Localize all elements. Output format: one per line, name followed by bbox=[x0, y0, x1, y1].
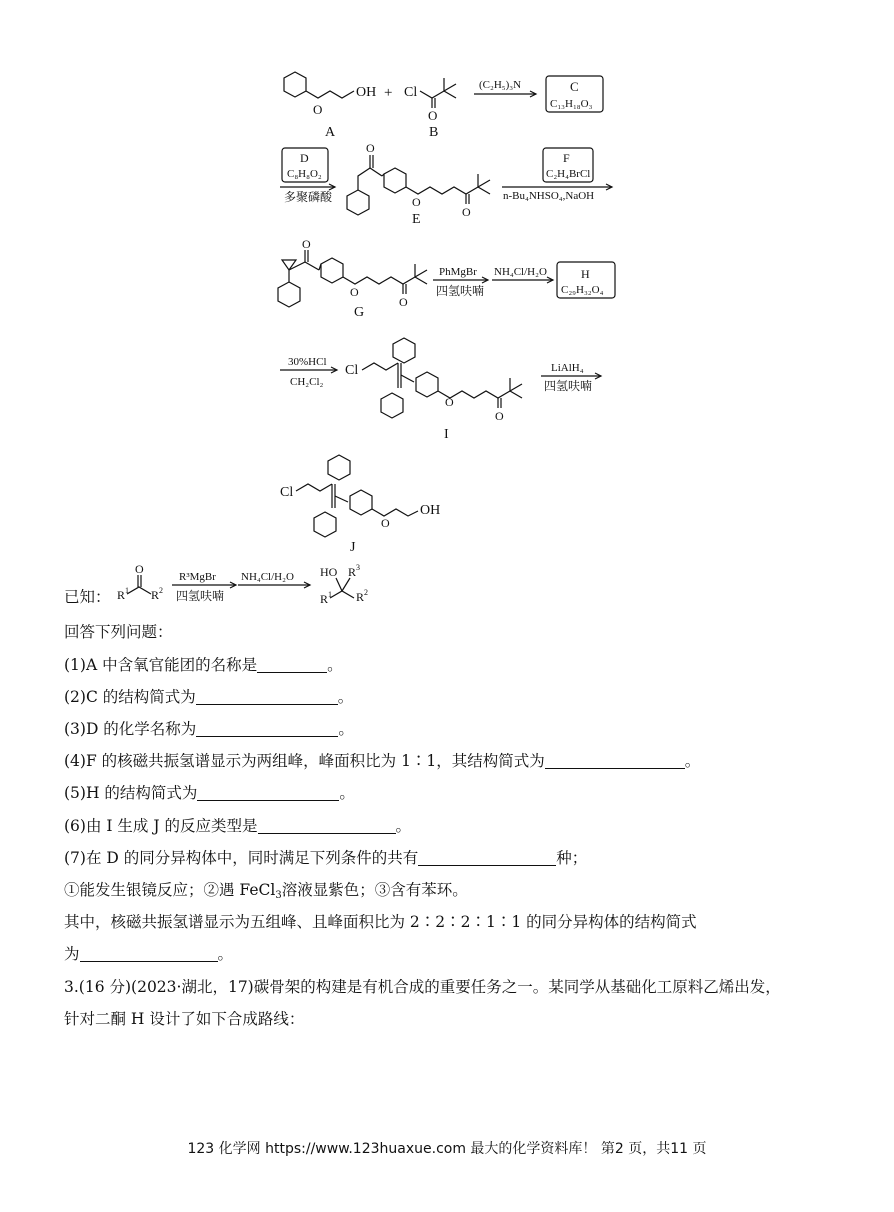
period: 。 bbox=[337, 688, 354, 706]
svg-text:OH: OH bbox=[420, 503, 441, 518]
svg-text:H: H bbox=[581, 267, 590, 281]
question-7-unit: 种； bbox=[556, 849, 588, 867]
svg-text:Cl: Cl bbox=[280, 485, 294, 500]
question-3-text: (3)D 的化学名称为 bbox=[64, 720, 197, 738]
svg-text:J: J bbox=[350, 540, 356, 555]
svg-text:D: D bbox=[300, 151, 309, 165]
question-7-answer bbox=[64, 944, 233, 964]
page-footer: 123 化学网 https://www.123huaxue.com 最大的化学资料库！ 第2 页，共11 页 bbox=[187, 1141, 707, 1157]
period: 。 bbox=[327, 656, 343, 674]
svg-text:C₂H₄BrCl: C₂H₄BrCl bbox=[546, 168, 591, 180]
svg-text:A: A bbox=[325, 125, 336, 140]
question-7-conditions bbox=[64, 880, 468, 906]
svg-text:(C₂H₅)₃N: (C₂H₅)₃N bbox=[479, 79, 522, 91]
svg-text:n-Bu₄NHSO₄,NaOH: n-Bu₄NHSO₄,NaOH bbox=[503, 190, 595, 202]
answer-blank-4[interactable] bbox=[545, 752, 685, 769]
svg-text:R: R bbox=[320, 592, 329, 606]
svg-text:四氢呋喃: 四氢呋喃 bbox=[436, 284, 485, 298]
svg-text:R: R bbox=[151, 588, 160, 602]
period: 。 bbox=[338, 720, 354, 738]
svg-text:O: O bbox=[350, 285, 359, 299]
period: 。 bbox=[217, 945, 234, 963]
svg-text:R³MgBr: R³MgBr bbox=[179, 571, 216, 583]
question-7-text: (7)在 D 的同分异构体中，同时满足下列条件的共有 bbox=[64, 849, 419, 867]
svg-text:R: R bbox=[117, 588, 126, 602]
svg-text:已知：: 已知： bbox=[64, 589, 111, 606]
svg-text:2: 2 bbox=[364, 588, 368, 597]
svg-text:R: R bbox=[356, 590, 365, 604]
svg-text:NH₄Cl/H₂O: NH₄Cl/H₂O bbox=[241, 571, 294, 583]
subscript: 3 bbox=[275, 890, 282, 901]
period: 。 bbox=[339, 784, 355, 802]
svg-text:C₈H₈O₂: C₈H₈O₂ bbox=[287, 168, 322, 180]
svg-text:O: O bbox=[313, 102, 323, 117]
conditions-part-2: 溶液显紫色；③含有苯环。 bbox=[281, 881, 468, 899]
svg-text:R: R bbox=[348, 565, 357, 579]
question-2-text: (2)C 的结构简式为 bbox=[64, 688, 196, 706]
svg-text:O: O bbox=[381, 516, 390, 530]
svg-text:O: O bbox=[366, 141, 375, 155]
svg-text:O: O bbox=[135, 562, 144, 576]
svg-text:O: O bbox=[462, 205, 471, 219]
question-6 bbox=[64, 816, 411, 836]
svg-text:OH: OH bbox=[356, 85, 377, 100]
svg-text:PhMgBr: PhMgBr bbox=[439, 266, 477, 278]
question-7 bbox=[64, 848, 587, 868]
svg-text:C: C bbox=[570, 79, 579, 94]
svg-text:Cl: Cl bbox=[345, 363, 359, 378]
answer-blank-7[interactable] bbox=[418, 849, 556, 866]
svg-text:30%HCl: 30%HCl bbox=[288, 356, 327, 368]
svg-text:3: 3 bbox=[356, 563, 360, 572]
svg-text:HO: HO bbox=[320, 565, 338, 579]
conditions-part-1: ①能发生银镜反应；②遇 FeCl bbox=[64, 881, 276, 899]
svg-text:1: 1 bbox=[125, 586, 129, 595]
question-7-detail: 其中，核磁共振氢谱显示为五组峰、且峰面积比为 2∶2∶2∶1∶1 的同分异构体的结构简式 bbox=[64, 913, 697, 931]
question-2 bbox=[64, 687, 353, 707]
svg-text:四氢呋喃: 四氢呋喃 bbox=[544, 379, 593, 393]
answer-blank-1[interactable] bbox=[257, 656, 327, 673]
question-7-answer-prefix: 为 bbox=[64, 945, 80, 963]
questions-intro: 回答下列问题： bbox=[64, 623, 173, 641]
svg-text:O: O bbox=[302, 237, 311, 251]
svg-text:四氢呋喃: 四氢呋喃 bbox=[176, 589, 225, 603]
question-1-text: (1)A 中含氧官能团的名称是 bbox=[64, 656, 258, 674]
svg-text:NH₄Cl/H₂O: NH₄Cl/H₂O bbox=[494, 266, 547, 278]
svg-text:O: O bbox=[428, 108, 438, 123]
question-1 bbox=[64, 655, 343, 675]
svg-text:Cl: Cl bbox=[404, 85, 418, 100]
problem-3-line-1: 3.(16 分)(2023·湖北，17)碳骨架的构建是有机合成的重要任务之一。某同学从基础化工原料乙烯出发， bbox=[64, 978, 781, 996]
answer-blank-5[interactable] bbox=[197, 784, 339, 801]
svg-text:2: 2 bbox=[159, 586, 163, 595]
svg-text:F: F bbox=[563, 151, 570, 165]
svg-text:E: E bbox=[412, 212, 421, 227]
svg-text:LiAlH₄: LiAlH₄ bbox=[551, 362, 584, 374]
answer-blank-8[interactable] bbox=[80, 945, 218, 962]
question-5-text: (5)H 的结构简式为 bbox=[64, 784, 198, 802]
answer-blank-2[interactable] bbox=[196, 688, 338, 705]
svg-text:O: O bbox=[399, 295, 408, 309]
svg-text:O: O bbox=[495, 409, 504, 423]
period: 。 bbox=[395, 817, 412, 835]
answer-blank-6[interactable] bbox=[258, 817, 396, 834]
question-3 bbox=[64, 719, 354, 739]
svg-text:O: O bbox=[445, 395, 454, 409]
svg-text:C₁₃H₁₈O₃: C₁₃H₁₈O₃ bbox=[550, 98, 593, 110]
svg-text:多聚磷酸: 多聚磷酸 bbox=[284, 190, 333, 204]
svg-text:G: G bbox=[354, 305, 365, 320]
svg-text:I: I bbox=[444, 427, 449, 442]
period: 。 bbox=[684, 752, 701, 770]
question-6-text: (6)由 I 生成 J 的反应类型是 bbox=[64, 817, 258, 835]
question-5 bbox=[64, 783, 355, 803]
question-4 bbox=[64, 751, 700, 771]
svg-text:CH₂Cl₂: CH₂Cl₂ bbox=[290, 376, 324, 388]
svg-text:O: O bbox=[412, 195, 421, 209]
svg-text:+: + bbox=[384, 85, 393, 101]
svg-text:C₂₉H₃₂O₄: C₂₉H₃₂O₄ bbox=[561, 284, 604, 296]
answer-blank-3[interactable] bbox=[196, 720, 338, 737]
svg-text:1: 1 bbox=[328, 590, 332, 599]
svg-text:B: B bbox=[429, 125, 439, 140]
question-4-text: (4)F 的核磁共振氢谱显示为两组峰，峰面积比为 1∶1，其结构简式为 bbox=[64, 752, 545, 770]
problem-3-line-2: 针对二酮 H 设计了如下合成路线： bbox=[64, 1010, 305, 1028]
